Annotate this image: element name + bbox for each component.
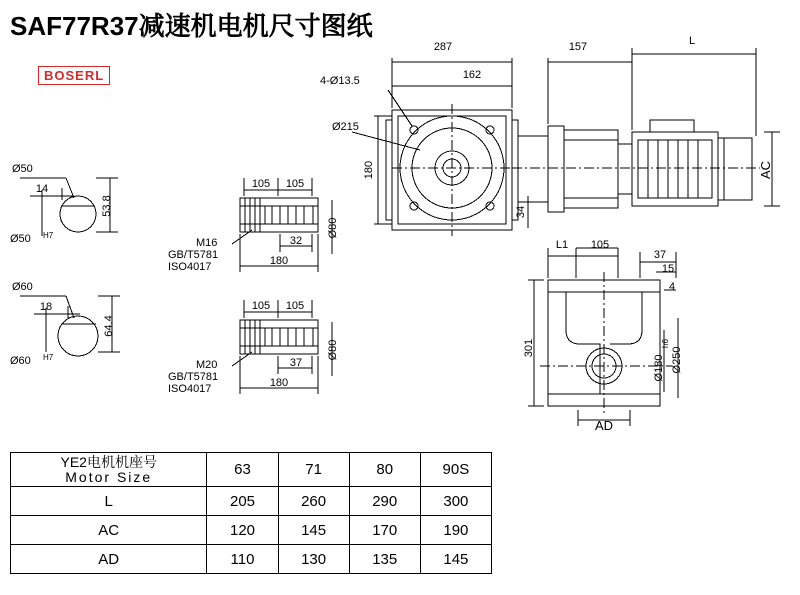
page-title: SAF77R37减速机电机尺寸图纸 — [10, 11, 373, 41]
table-cell-AD-3: 145 — [420, 545, 491, 574]
dim-r37: 37 — [653, 249, 667, 261]
dim-157: 157 — [568, 41, 588, 53]
dim-301: 301 — [523, 338, 535, 358]
dim-d50h7-sup: H7 — [43, 231, 54, 240]
label-M16: M16 — [196, 237, 218, 249]
table-row-header — [11, 453, 492, 487]
dim-162: 162 — [462, 69, 482, 81]
dim-32: 32 — [289, 235, 303, 247]
dim2-105b: 105 — [285, 300, 305, 312]
table-cell-AC-3: 190 — [420, 516, 491, 545]
dim-d60h7: Ø60 — [10, 355, 31, 367]
table-row-label-L: L — [11, 487, 207, 516]
table-row — [11, 516, 492, 545]
label-iso-bot: ISO4017 — [168, 383, 212, 395]
dim-L1: L1 — [555, 239, 569, 251]
motor-size-table — [10, 452, 492, 574]
table-size-3: 90S — [420, 453, 491, 487]
table-header-label-en: Motor Size — [65, 468, 153, 485]
table-cell-AD-2: 135 — [349, 545, 420, 574]
dim-53-8: 53.8 — [101, 195, 113, 217]
table-cell-AD-1: 130 — [278, 545, 349, 574]
table-row-label-AC: AC — [11, 516, 207, 545]
table-size-0: 63 — [207, 453, 278, 487]
dim2-180: 180 — [269, 377, 289, 389]
dim-dia215: Ø215 — [332, 121, 359, 133]
table-row — [11, 487, 492, 516]
label-iso-top: ISO4017 — [168, 261, 212, 273]
dim-d50: Ø50 — [12, 163, 33, 175]
dim-d60: Ø60 — [12, 281, 33, 293]
dim-64-4: 64.4 — [103, 315, 115, 337]
dim-d80-top: Ø80 — [327, 217, 339, 239]
dim-180-top: 180 — [269, 255, 289, 267]
dim-AD: AD — [594, 418, 614, 433]
table-cell-L-0: 205 — [207, 487, 278, 516]
table-cell-AC-0: 120 — [207, 516, 278, 545]
dim-r15: 15 — [661, 263, 675, 275]
dim2-105a: 105 — [251, 300, 271, 312]
label-M20: M20 — [196, 359, 218, 371]
dim-d50h7: Ø50 — [10, 233, 31, 245]
label-gb-top: GB/T5781 — [168, 249, 219, 261]
dim-holes: 4-Ø13.5 — [320, 75, 360, 87]
label-gb-bot: GB/T5781 — [168, 371, 219, 383]
dim-105a: 105 — [251, 178, 271, 190]
table-cell-AC-1: 145 — [278, 516, 349, 545]
table-cell-L-2: 290 — [349, 487, 420, 516]
table-header-label-cn: YE2电机机座号 — [60, 454, 157, 470]
table-row — [11, 545, 492, 574]
table-cell-AD-0: 110 — [207, 545, 278, 574]
dim2-37: 37 — [289, 357, 303, 369]
table-row-label-AD: AD — [11, 545, 207, 574]
dim-r-d180: Ø180 — [653, 354, 665, 382]
dim-18: 18 — [39, 301, 53, 313]
table-cell-L-3: 300 — [420, 487, 491, 516]
dim-14: 14 — [35, 183, 49, 195]
dim-r-d250: Ø250 — [671, 346, 683, 374]
dim-r4: 4 — [668, 281, 676, 293]
brand-logo: BOSERL — [38, 66, 110, 85]
table-size-1: 71 — [278, 453, 349, 487]
dim-AC: AC — [758, 160, 773, 180]
dim-180: 180 — [363, 160, 375, 180]
table-cell-L-1: 260 — [278, 487, 349, 516]
dim-r-d180-sup: h6 — [661, 339, 670, 348]
dim-d60h7-sup: H7 — [43, 353, 54, 362]
dim-105b: 105 — [285, 178, 305, 190]
table-size-2: 80 — [349, 453, 420, 487]
dim-r105: 105 — [590, 239, 610, 251]
table-header-label — [11, 453, 207, 487]
dim-287: 287 — [433, 41, 453, 53]
dim2-d80: Ø80 — [327, 339, 339, 361]
table-cell-AC-2: 170 — [349, 516, 420, 545]
dim-34: 34 — [515, 205, 527, 219]
dim-L: L — [688, 35, 696, 47]
